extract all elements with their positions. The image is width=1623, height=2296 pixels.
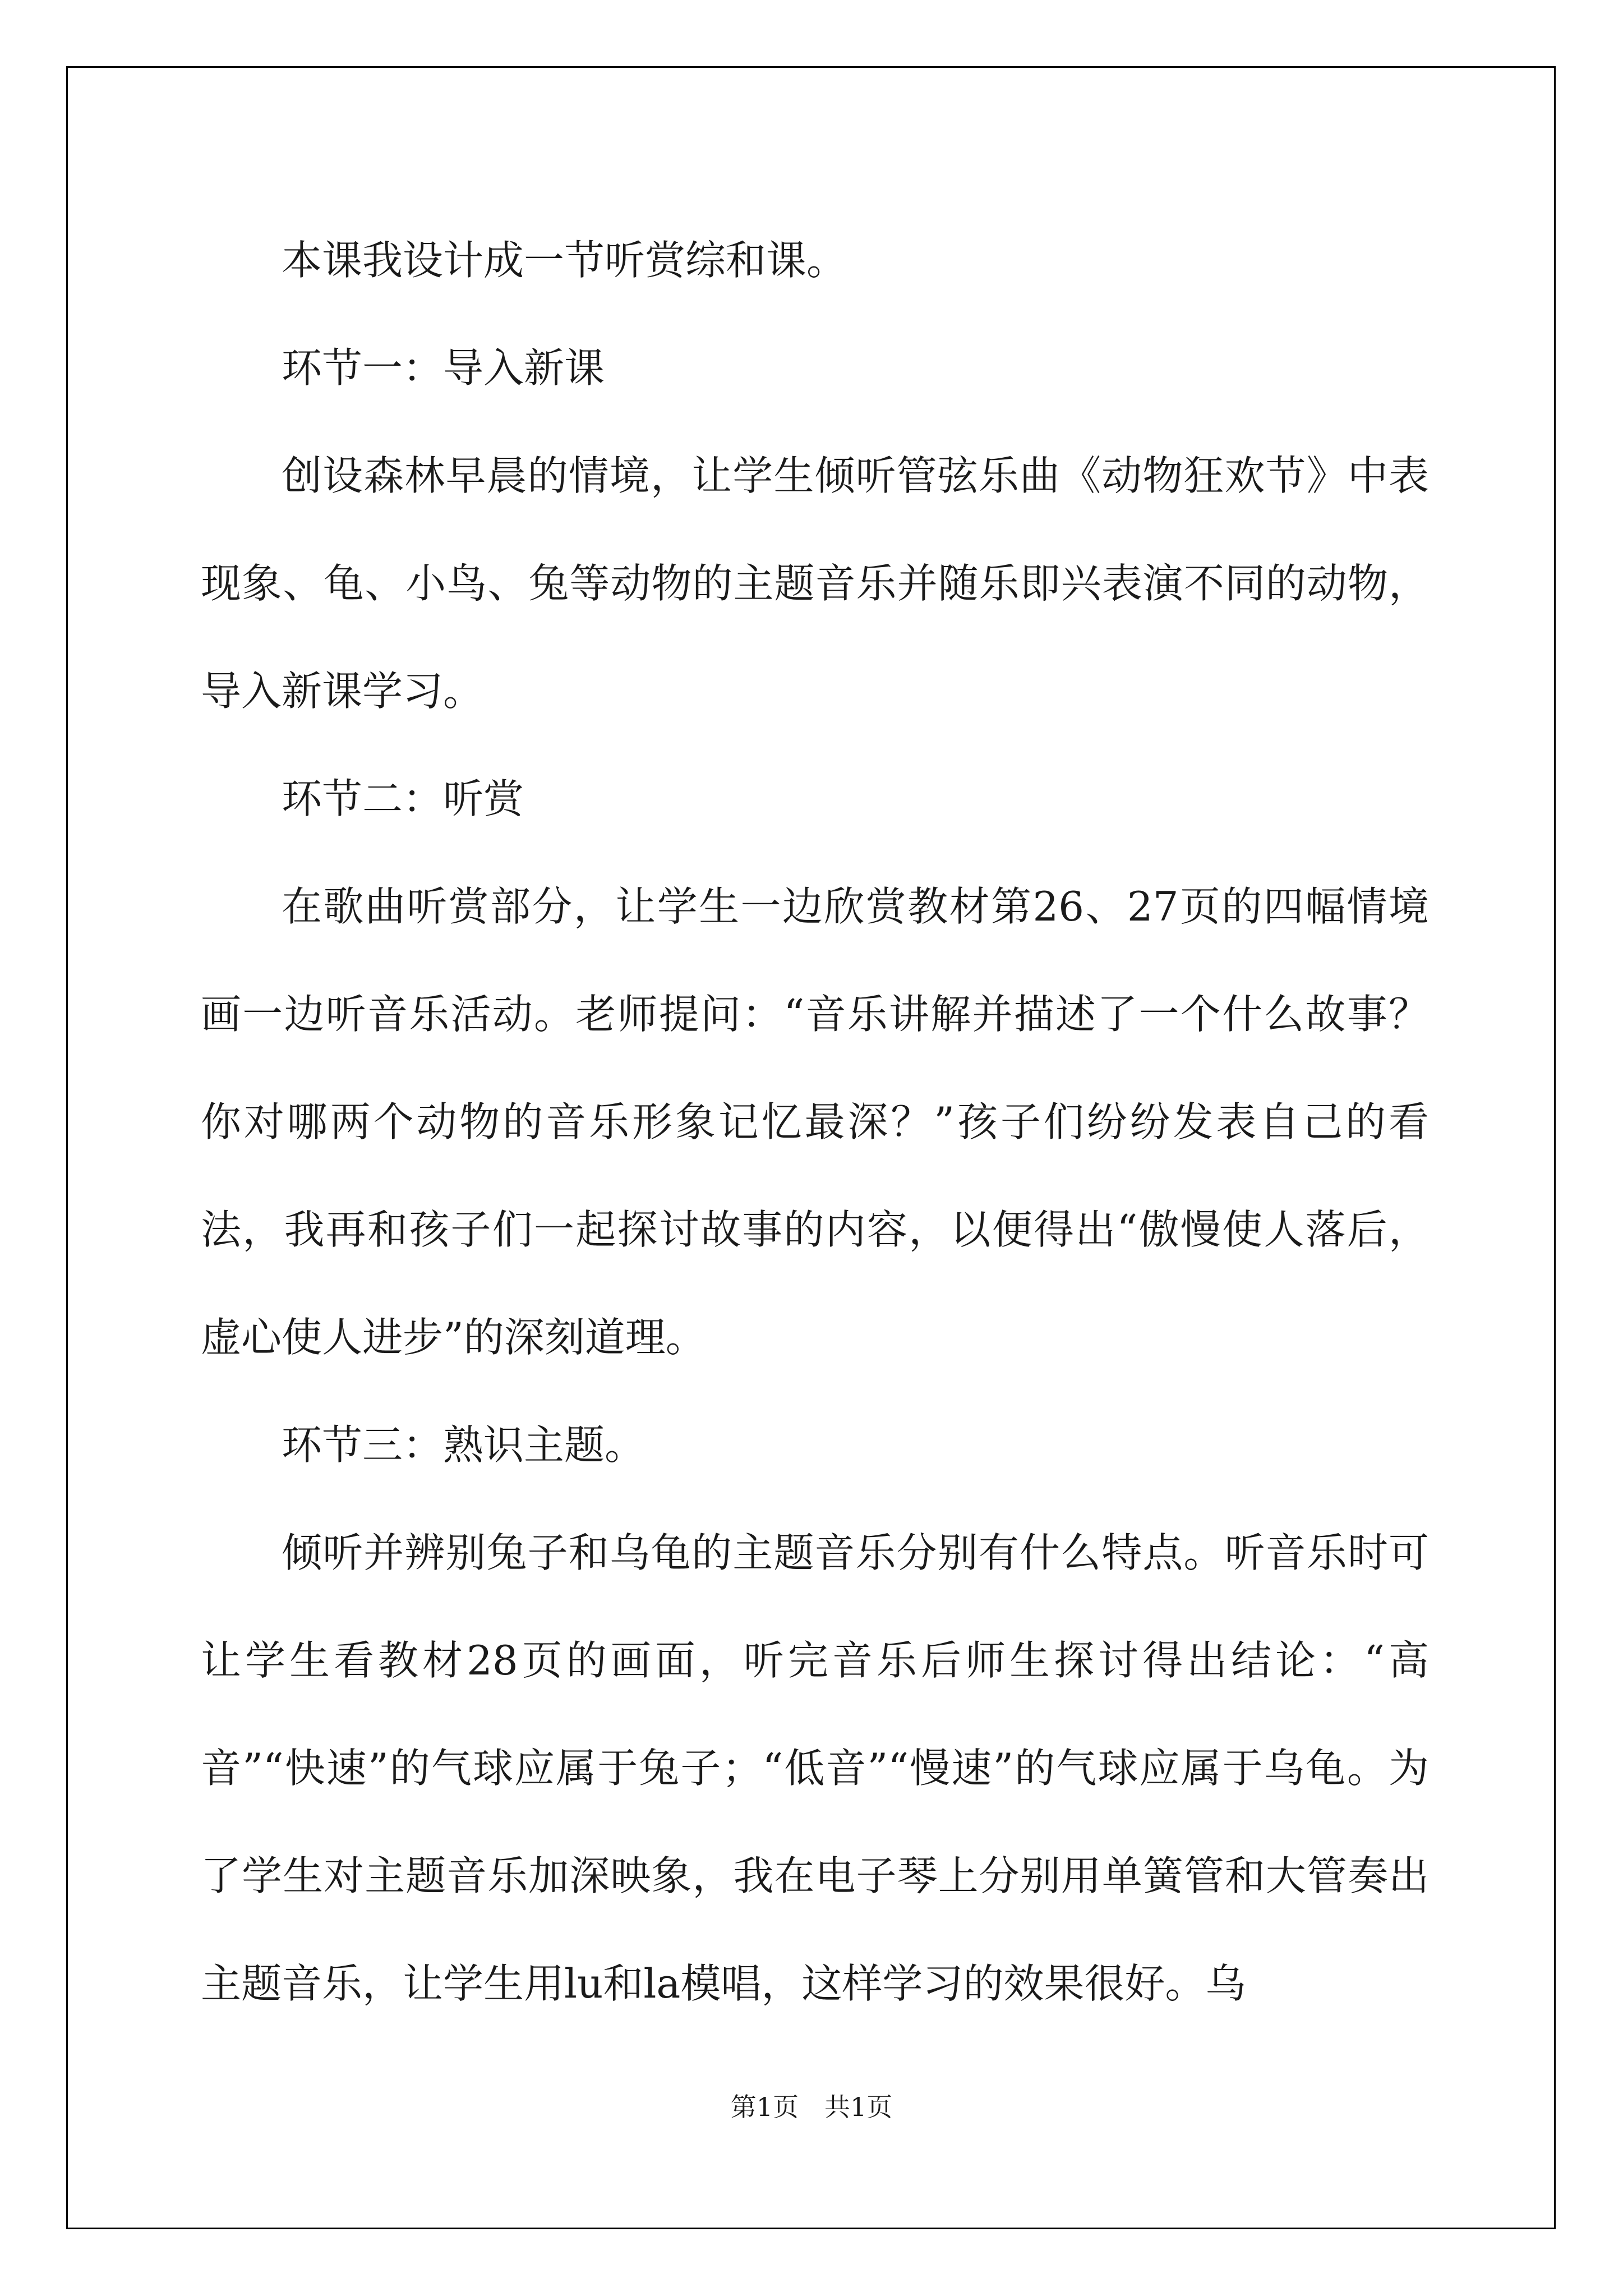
paragraph-section-2: 在歌曲听赏部分，让学生一边欣赏教材第26、27页的四幅情境画一边听音乐活动。老师提问：“音乐讲解并描述了一个什么故事？你对哪两个动物的音乐形象记忆最深？”孩子们纷纷发表自己的看法，我再和孩子们一起探讨故事的内容，以便得出“傲慢使人落后，虚心使人进步”的深刻道理。 <box>201 883 1429 1361</box>
section-heading-2: 环节二：听赏 <box>282 775 524 822</box>
page-number-footer: 第1页 共1页 <box>730 2092 893 2122</box>
paragraph-intro: 本课我设计成一节听赏综和课。 <box>282 237 847 284</box>
document-body <box>201 206 1429 2037</box>
paragraph-section-1: 创设森林早晨的情境，让学生倾听管弦乐曲《动物狂欢节》中表现象、龟、小鸟、兔等动物的主题音乐并随乐即兴表演不同的动物，导入新课学习。 <box>201 452 1429 715</box>
section-heading-1: 环节一：导入新课 <box>282 344 605 392</box>
section-heading-3: 环节三：熟识主题。 <box>282 1421 645 1469</box>
paragraph-section-3: 倾听并辨别兔子和乌龟的主题音乐分别有什么特点。听音乐时可让学生看教材28页的画面，听完音乐后师生探讨得出结论：“高音”“快速”的气球应属于兔子；“低音”“慢速”的气球应属于乌龟。为了学生对主题音乐加深映象，我在电子琴上分别用单簧管和大管奏出主题音乐，让学生用lu和la模唱，这样学习的效果很好。乌 <box>201 1529 1429 2007</box>
